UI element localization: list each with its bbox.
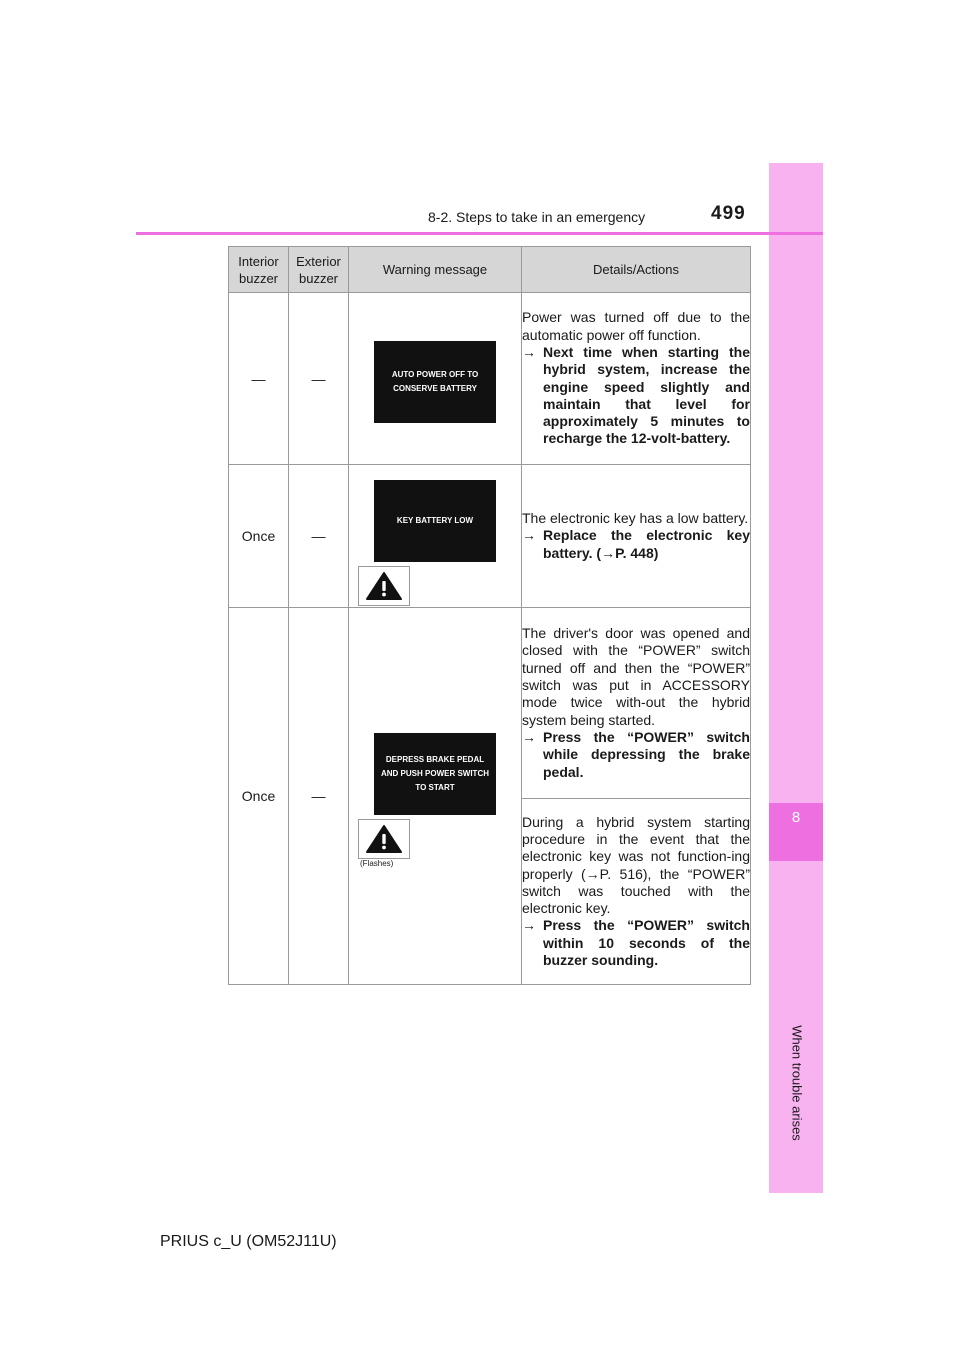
footer-model-code: PRIUS c_U (OM52J11U) — [160, 1233, 337, 1250]
detail-text: The electronic key has a low battery. — [522, 510, 749, 527]
warning-message-cell — [349, 293, 522, 465]
warning-triangle-icon — [364, 823, 404, 855]
screen-line: KEY BATTERY LOW — [396, 516, 474, 525]
warning-message-cell — [349, 608, 522, 985]
table-row — [229, 293, 751, 465]
details-cell — [522, 293, 751, 465]
interior-buzzer-cell: Once — [229, 465, 289, 608]
detail-text: The driver's door was opened and closed with the “POWER” switch turned off and then the “POWER” switch was put in ACCESSORY mode twice with-out the hybrid system being started. — [522, 625, 750, 728]
arrow-icon: → — [522, 728, 536, 745]
action-text: Next time when starting the hybrid system, increase the engine speed slightly and maintain that level for approximately 5 minutes to recharge the 12-volt-battery. — [543, 343, 750, 447]
screen-line: AND PUSH POWER SWITCH — [381, 769, 489, 778]
header-exterior-buzzer: Exterior buzzer — [289, 247, 349, 293]
arrow-icon: → — [522, 343, 536, 360]
arrow-icon: → — [522, 527, 536, 544]
warning-message-cell — [349, 465, 522, 608]
exterior-buzzer-cell: — — [289, 465, 349, 608]
warning-indicator-box — [358, 819, 410, 859]
interior-buzzer-cell: Once — [229, 608, 289, 985]
warning-display-screen — [374, 341, 496, 423]
action-text: Press the “POWER” switch while depressing the brake pedal. — [543, 728, 750, 780]
flashes-note: (Flashes) — [360, 859, 394, 868]
detail-action — [522, 344, 750, 448]
warning-indicator-box — [358, 566, 410, 606]
chapter-side-tab[interactable] — [769, 163, 823, 1193]
section-title: 8-2. Steps to take in an emergency — [428, 209, 646, 225]
header-warning-message: Warning message — [349, 247, 522, 293]
header-divider — [136, 232, 823, 235]
exterior-buzzer-cell: — — [289, 608, 349, 985]
detail-action — [522, 917, 750, 969]
chapter-label-wrap — [787, 998, 807, 1168]
detail-action — [522, 527, 750, 562]
screen-line: AUTO POWER OFF TO — [391, 370, 479, 379]
table-row — [229, 465, 751, 608]
details-cell — [522, 799, 751, 985]
detail-text: During a hybrid system starting procedure in the event that the electronic key was not function-ing properly (→P. 516), the “POWER” switch was touched with the electronic key. — [522, 813, 750, 917]
screen-line: CONSERVE BATTERY — [393, 384, 477, 393]
table-header-row — [229, 247, 751, 293]
screen-line: DEPRESS BRAKE PEDAL — [385, 755, 485, 764]
details-cell — [522, 465, 751, 608]
page-number: 499 — [711, 203, 746, 224]
detail-action — [522, 729, 750, 781]
screen-line: TO START — [415, 783, 455, 792]
header-interior-buzzer: Interior buzzer — [229, 247, 289, 293]
header-details-actions: Details/Actions — [522, 247, 751, 293]
chapter-number: 8 — [791, 809, 801, 826]
detail-text: Power was turned off due to the automatic power off function. — [522, 309, 750, 343]
chapter-label: When trouble arises — [789, 1025, 805, 1141]
exterior-buzzer-cell: — — [289, 293, 349, 465]
warning-display-screen — [374, 733, 496, 815]
table-row — [229, 608, 751, 799]
arrow-icon: → — [522, 917, 536, 934]
warning-display-screen — [374, 480, 496, 562]
warning-table — [228, 246, 751, 985]
warning-triangle-icon — [364, 570, 404, 602]
action-text: Press the “POWER” switch within 10 seconds of the buzzer sounding. — [543, 917, 750, 969]
details-cell — [522, 608, 751, 799]
action-text: Replace the electronic key battery. (→P. 448) — [543, 527, 750, 561]
interior-buzzer-cell: — — [229, 293, 289, 465]
